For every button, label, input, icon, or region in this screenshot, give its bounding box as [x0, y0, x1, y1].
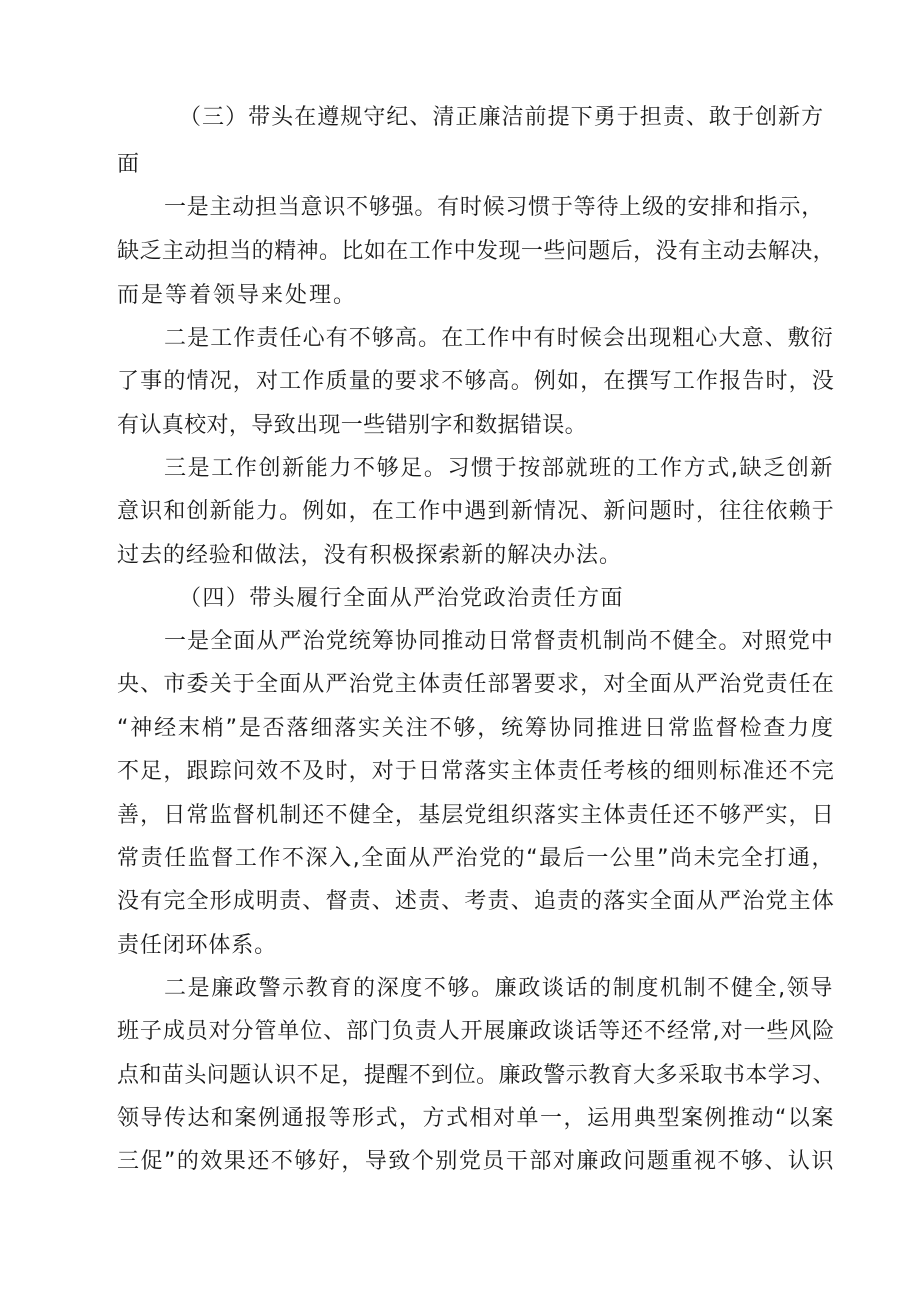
paragraph-2-line3: 有认真校对，导致出现一些错别字和数据错误。 [117, 413, 587, 438]
paragraph-3-line2: 意识和创新能力。例如，在工作中遇到新情况、新问题时，往往依赖于 [117, 499, 835, 524]
section-heading-4: （四）带头履行全面从严治党政治责任方面 [179, 586, 624, 611]
paragraph-3-line3: 过去的经验和做法，没有积极探索新的解决办法。 [117, 543, 622, 568]
section-heading-3-line1: （三）带头在遵规守纪、清正廉洁前提下勇于担责、敢于创新方 [179, 105, 825, 130]
paragraph-3-line1: 三是工作创新能力不够足。习惯于按部就班的工作方式,缺乏创新 [164, 456, 834, 481]
paragraph-5-line4: 领导传达和案例通报等形式，方式相对单一，运用典型案例推动“以案 [117, 1106, 835, 1131]
paragraph-4-line5: 善，日常监督机制还不健全，基层党组织落实主体责任还不够严实，日 [117, 803, 835, 828]
paragraph-5-line2: 班子成员对分管单位、部门负责人开展廉政谈话等还不经常,对一些风险 [117, 1019, 836, 1044]
paragraph-2-line2: 了事的情况，对工作质量的要求不够高。例如，在撰写工作报告时，没 [117, 369, 835, 394]
paragraph-4-line4: 不足，跟踪问效不及时，对于日常落实主体责任考核的细则标准还不完 [117, 759, 835, 784]
paragraph-4-line6: 常责任监督工作不深入,全面从严治党的“最后一公里”尚未完全打通， [117, 846, 836, 871]
paragraph-4-line2: 央、市委关于全面从严治党主体责任部署要求，对全面从严治党责任在 [117, 672, 835, 697]
paragraph-1-line3: 而是等着领导来处理。 [117, 283, 358, 308]
paragraph-5-line1: 二是廉政警示教育的深度不够。廉政谈话的制度机制不健全,领导 [164, 976, 834, 1001]
paragraph-4-line1: 一是全面从严治党统筹协同推动日常督责机制尚不健全。对照党中 [164, 629, 834, 654]
paragraph-4-line8: 责任闭环体系。 [117, 933, 277, 958]
section-heading-3-line2: 面 [117, 152, 140, 177]
paragraph-5-line5: 三促”的效果还不够好，导致个别党员干部对廉政问题重视不够、认识 [117, 1149, 835, 1174]
paragraph-1-line2: 缺乏主动担当的精神。比如在工作中发现一些问题后，没有主动去解决， [117, 239, 836, 264]
paragraph-4-line3: “神经末梢”是否落细落实关注不够，统筹协同推进日常监督检查力度 [117, 716, 835, 741]
paragraph-1-line1: 一是主动担当意识不够强。有时候习惯于等待上级的安排和指示， [164, 195, 825, 220]
paragraph-2-line1: 二是工作责任心有不够高。在工作中有时候会出现粗心大意、敷衍 [164, 326, 834, 351]
paragraph-5-line3: 点和苗头问题认识不足，提醒不到位。廉政警示教育大多采取书本学习、 [117, 1063, 836, 1088]
paragraph-4-line7: 没有完全形成明责、督责、述责、考责、追责的落实全面从严治党主体 [117, 889, 835, 914]
